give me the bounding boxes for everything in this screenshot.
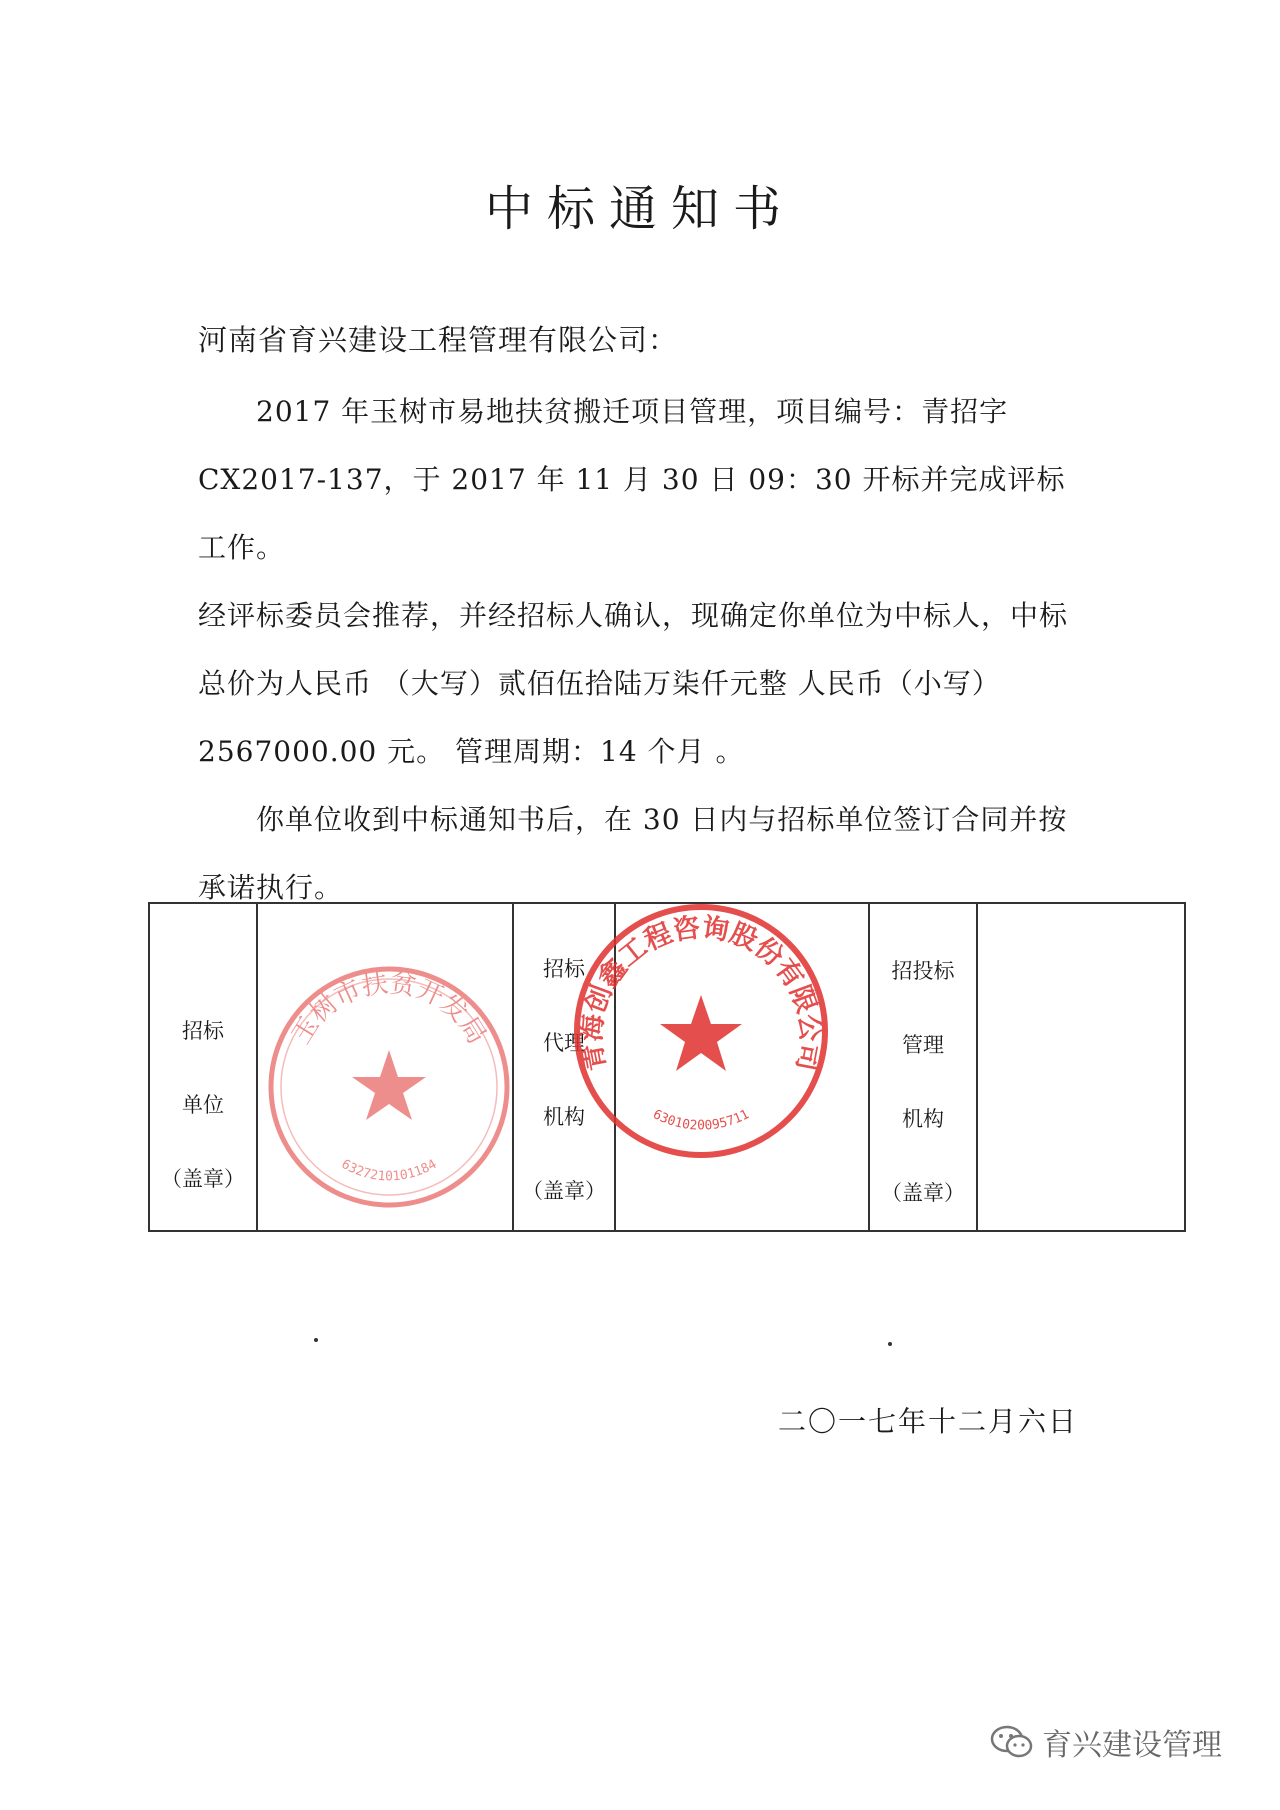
stamp2-code: 6301020095711: [650, 1107, 752, 1134]
watermark: [990, 1720, 1222, 1764]
document-title: 中标通知书: [484, 181, 795, 237]
watermark-text: 育兴建设管理: [1042, 1728, 1222, 1763]
seal-star-icon: [352, 1050, 426, 1120]
authority-label-4: （盖章）: [881, 1181, 965, 1205]
bidder-seal-stamp: [264, 962, 514, 1212]
bidder-label-1: 招标: [182, 1019, 224, 1043]
agency-label-4: （盖章）: [522, 1179, 606, 1203]
wechat-icon: [990, 1724, 1034, 1760]
authority-stamp-cell: [978, 904, 1186, 1230]
stamp1-code: 6327210101184: [338, 1156, 440, 1185]
paragraph1-line5: 2567000.00 元。 管理周期：14 个月 。: [198, 735, 745, 768]
agency-label-3: 机构: [543, 1105, 585, 1129]
paragraph1-line1: 2017 年玉树市易地扶贫搬迁项目管理，项目编号：青招字: [256, 395, 1009, 428]
authority-label-2: 管理: [902, 1033, 944, 1057]
authority-label-3: 机构: [902, 1107, 944, 1131]
stamp1-name: 玉树市扶贫开发局: [286, 968, 492, 1050]
authority-label-1: 招投标: [891, 959, 955, 983]
bidder-label-3: （盖章）: [161, 1167, 245, 1191]
bidder-label-2: 单位: [182, 1093, 224, 1117]
scan-dot: [314, 1338, 318, 1342]
agency-label-1: 招标: [543, 957, 585, 981]
seal-star-icon: [660, 995, 742, 1071]
agency-seal-stamp: [570, 900, 832, 1162]
stamp2-name: 青海创鑫工程咨询股份有限公司: [576, 912, 826, 1074]
paragraph1-line4: 总价为人民币 （大写）贰佰伍拾陆万柒仟元整 人民币（小写）: [198, 667, 1001, 700]
paragraph2-line2: 承诺执行。: [198, 871, 344, 904]
addressee: 河南省育兴建设工程管理有限公司：: [198, 323, 679, 357]
paragraph1-line3: 经评标委员会推荐，并经招标人确认，现确定你单位为中标人，中标: [198, 599, 1069, 632]
scan-dot: [888, 1342, 892, 1346]
document-body: [198, 378, 1088, 922]
authority-label-cell: [870, 904, 978, 1230]
issue-date: 二〇一七年十二月六日: [778, 1405, 1079, 1438]
agency-label-2: 代理: [543, 1031, 585, 1055]
paragraph1-line2: CX2017-137，于 2017 年 11 月 30 日 09：30 开标并完成评标工作。: [198, 463, 1066, 564]
paragraph2-line1: 你单位收到中标通知书后，在 30 日内与招标单位签订合同并按: [256, 803, 1068, 836]
bidder-label-cell: [150, 904, 258, 1230]
